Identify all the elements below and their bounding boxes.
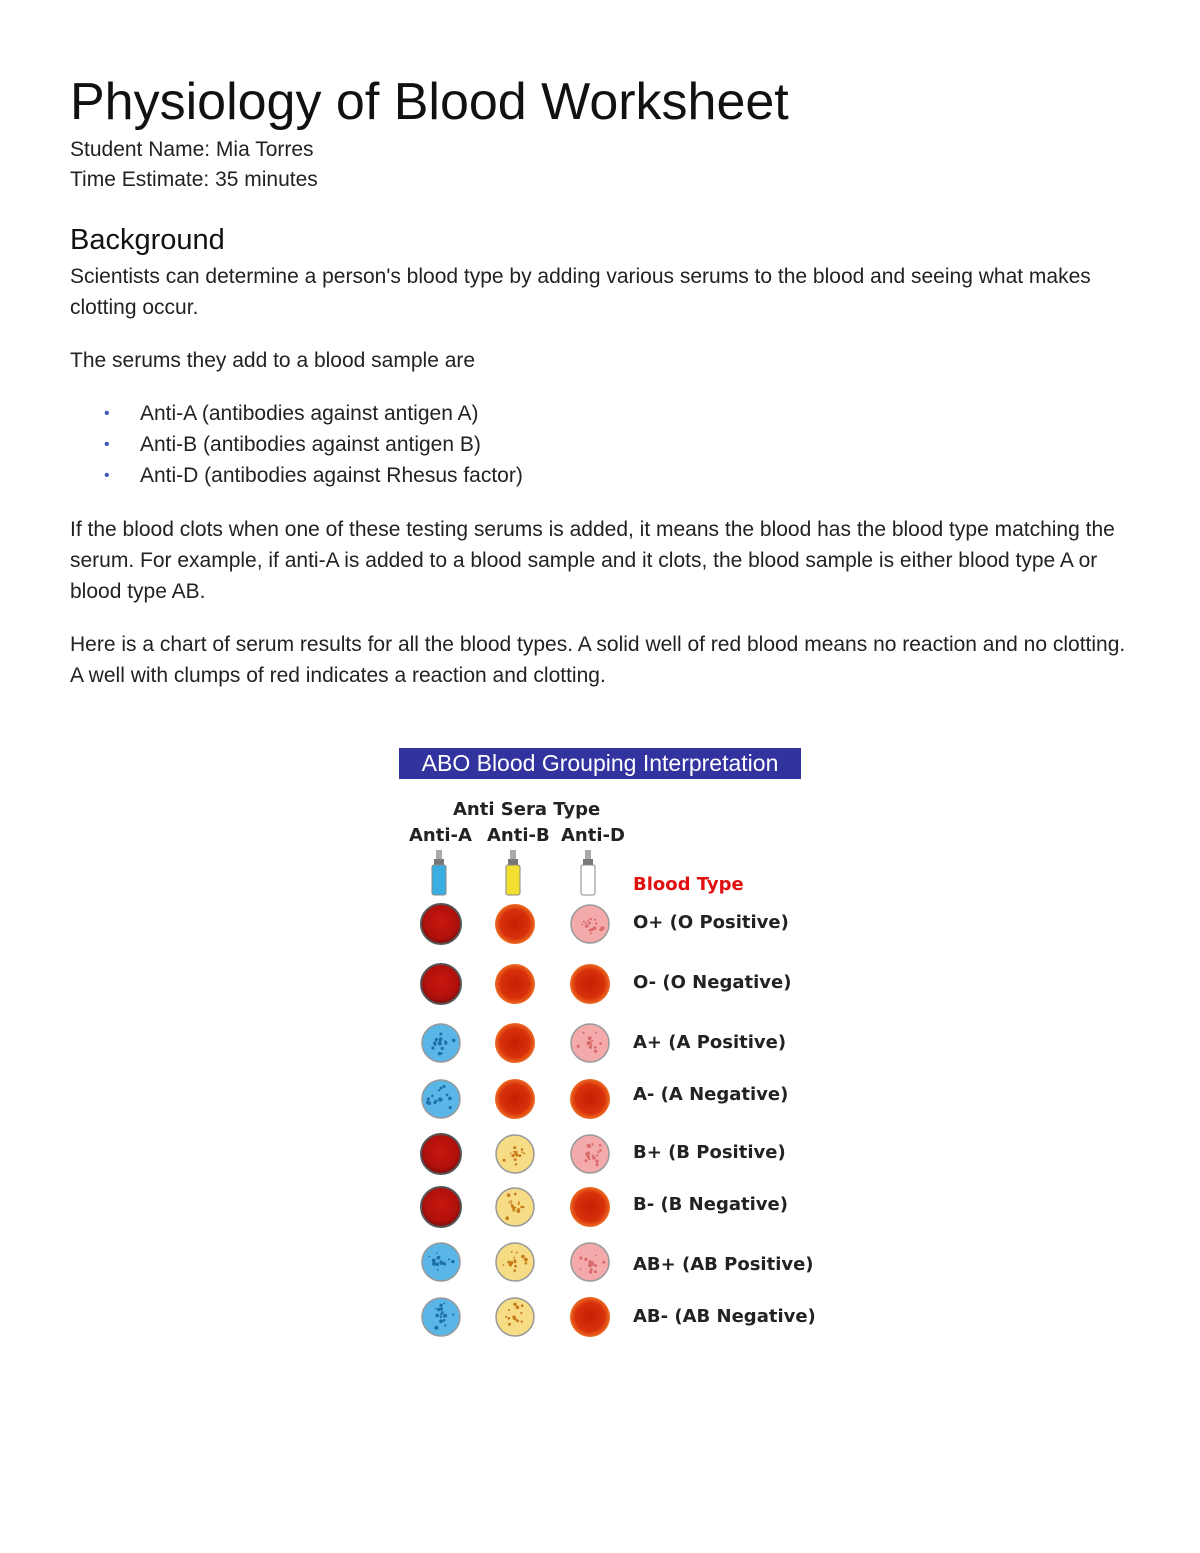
- well-solid-dark_red: [421, 964, 461, 1004]
- bullet-icon: •: [104, 436, 110, 453]
- well-solid-red: [495, 1079, 535, 1119]
- bullet-icon: •: [104, 405, 110, 422]
- bullet-icon: •: [104, 467, 110, 484]
- blood-type-heading: Blood Type: [633, 874, 744, 895]
- well-clump-blue: [422, 1024, 460, 1062]
- list-item: [70, 398, 523, 429]
- well-solid-red: [570, 1187, 610, 1227]
- list-item-text: Anti-A (antibodies against antigen A): [140, 402, 479, 425]
- well-clump-pink: [571, 905, 609, 943]
- well-clump-pink: [571, 1243, 609, 1281]
- well-clump-pink: [571, 1024, 609, 1062]
- page-title: Physiology of Blood Worksheet: [70, 73, 789, 131]
- paragraph-chart-intro: Here is a chart of serum results for all the blood types. A solid well of red blood means no reaction and no clotting. A well with clumps of red indicates a reaction and clotting.: [70, 633, 1126, 687]
- well-clump-yellow: [496, 1135, 534, 1173]
- student-name: Student Name: Mia Torres: [70, 138, 314, 161]
- list-item: [70, 460, 523, 491]
- well-solid-red: [495, 964, 535, 1004]
- blood-type-label: A+ (A Positive): [633, 1032, 787, 1053]
- list-item-text: Anti-B (antibodies against antigen B): [140, 433, 481, 456]
- well-solid-red: [570, 964, 610, 1004]
- paragraph-clotting: If the blood clots when one of these testing serums is added, it means the blood has the blood type matching the serum. For example, if anti-A is added to a blood sample and it clots, the blood sample is either blood type A or blood type AB.: [70, 518, 1115, 603]
- paragraph-intro: Scientists can determine a person's blood type by adding various serums to the blood and seeing what makes clotting occur.: [70, 265, 1091, 319]
- well-clump-pink: [571, 1135, 609, 1173]
- well-clump-yellow: [496, 1298, 534, 1336]
- abo-blood-grouping-figure: [398, 746, 818, 1356]
- column-header-anti-d: Anti-D: [561, 825, 625, 846]
- column-header-anti-a: Anti-A: [409, 825, 472, 846]
- well-clump-blue: [422, 1243, 460, 1281]
- well-clump-yellow: [496, 1243, 534, 1281]
- dropper-bottle-icon: [581, 850, 595, 895]
- dropper-bottle-icon: [432, 850, 446, 895]
- list-item-text: Anti-D (antibodies against Rhesus factor): [140, 464, 523, 487]
- well-solid-dark_red: [421, 1187, 461, 1227]
- list-item: [70, 429, 523, 460]
- anti-sera-heading: Anti Sera Type: [453, 799, 601, 820]
- well-solid-red: [495, 1023, 535, 1063]
- blood-type-label: AB+ (AB Positive): [633, 1254, 814, 1275]
- blood-type-label: O- (O Negative): [633, 972, 792, 993]
- paragraph-serums-intro: The serums they add to a blood sample are: [70, 349, 476, 372]
- blood-type-label: A- (A Negative): [633, 1084, 789, 1105]
- well-solid-dark_red: [421, 904, 461, 944]
- blood-type-label: AB- (AB Negative): [633, 1306, 816, 1327]
- column-header-anti-b: Anti-B: [487, 825, 550, 846]
- well-solid-red: [570, 1297, 610, 1337]
- blood-type-label: O+ (O Positive): [633, 912, 789, 933]
- well-solid-red: [495, 904, 535, 944]
- time-estimate: Time Estimate: 35 minutes: [70, 168, 318, 191]
- figure-title: ABO Blood Grouping Interpretation: [399, 748, 801, 779]
- blood-type-label: B- (B Negative): [633, 1194, 788, 1215]
- well-clump-yellow: [496, 1188, 534, 1226]
- well-clump-blue: [422, 1298, 460, 1336]
- well-solid-red: [570, 1079, 610, 1119]
- section-heading-background: Background: [70, 224, 225, 256]
- well-clump-blue: [422, 1080, 460, 1118]
- blood-type-label: B+ (B Positive): [633, 1142, 786, 1163]
- serum-list: [70, 398, 523, 491]
- dropper-bottle-icon: [506, 850, 520, 895]
- well-solid-dark_red: [421, 1134, 461, 1174]
